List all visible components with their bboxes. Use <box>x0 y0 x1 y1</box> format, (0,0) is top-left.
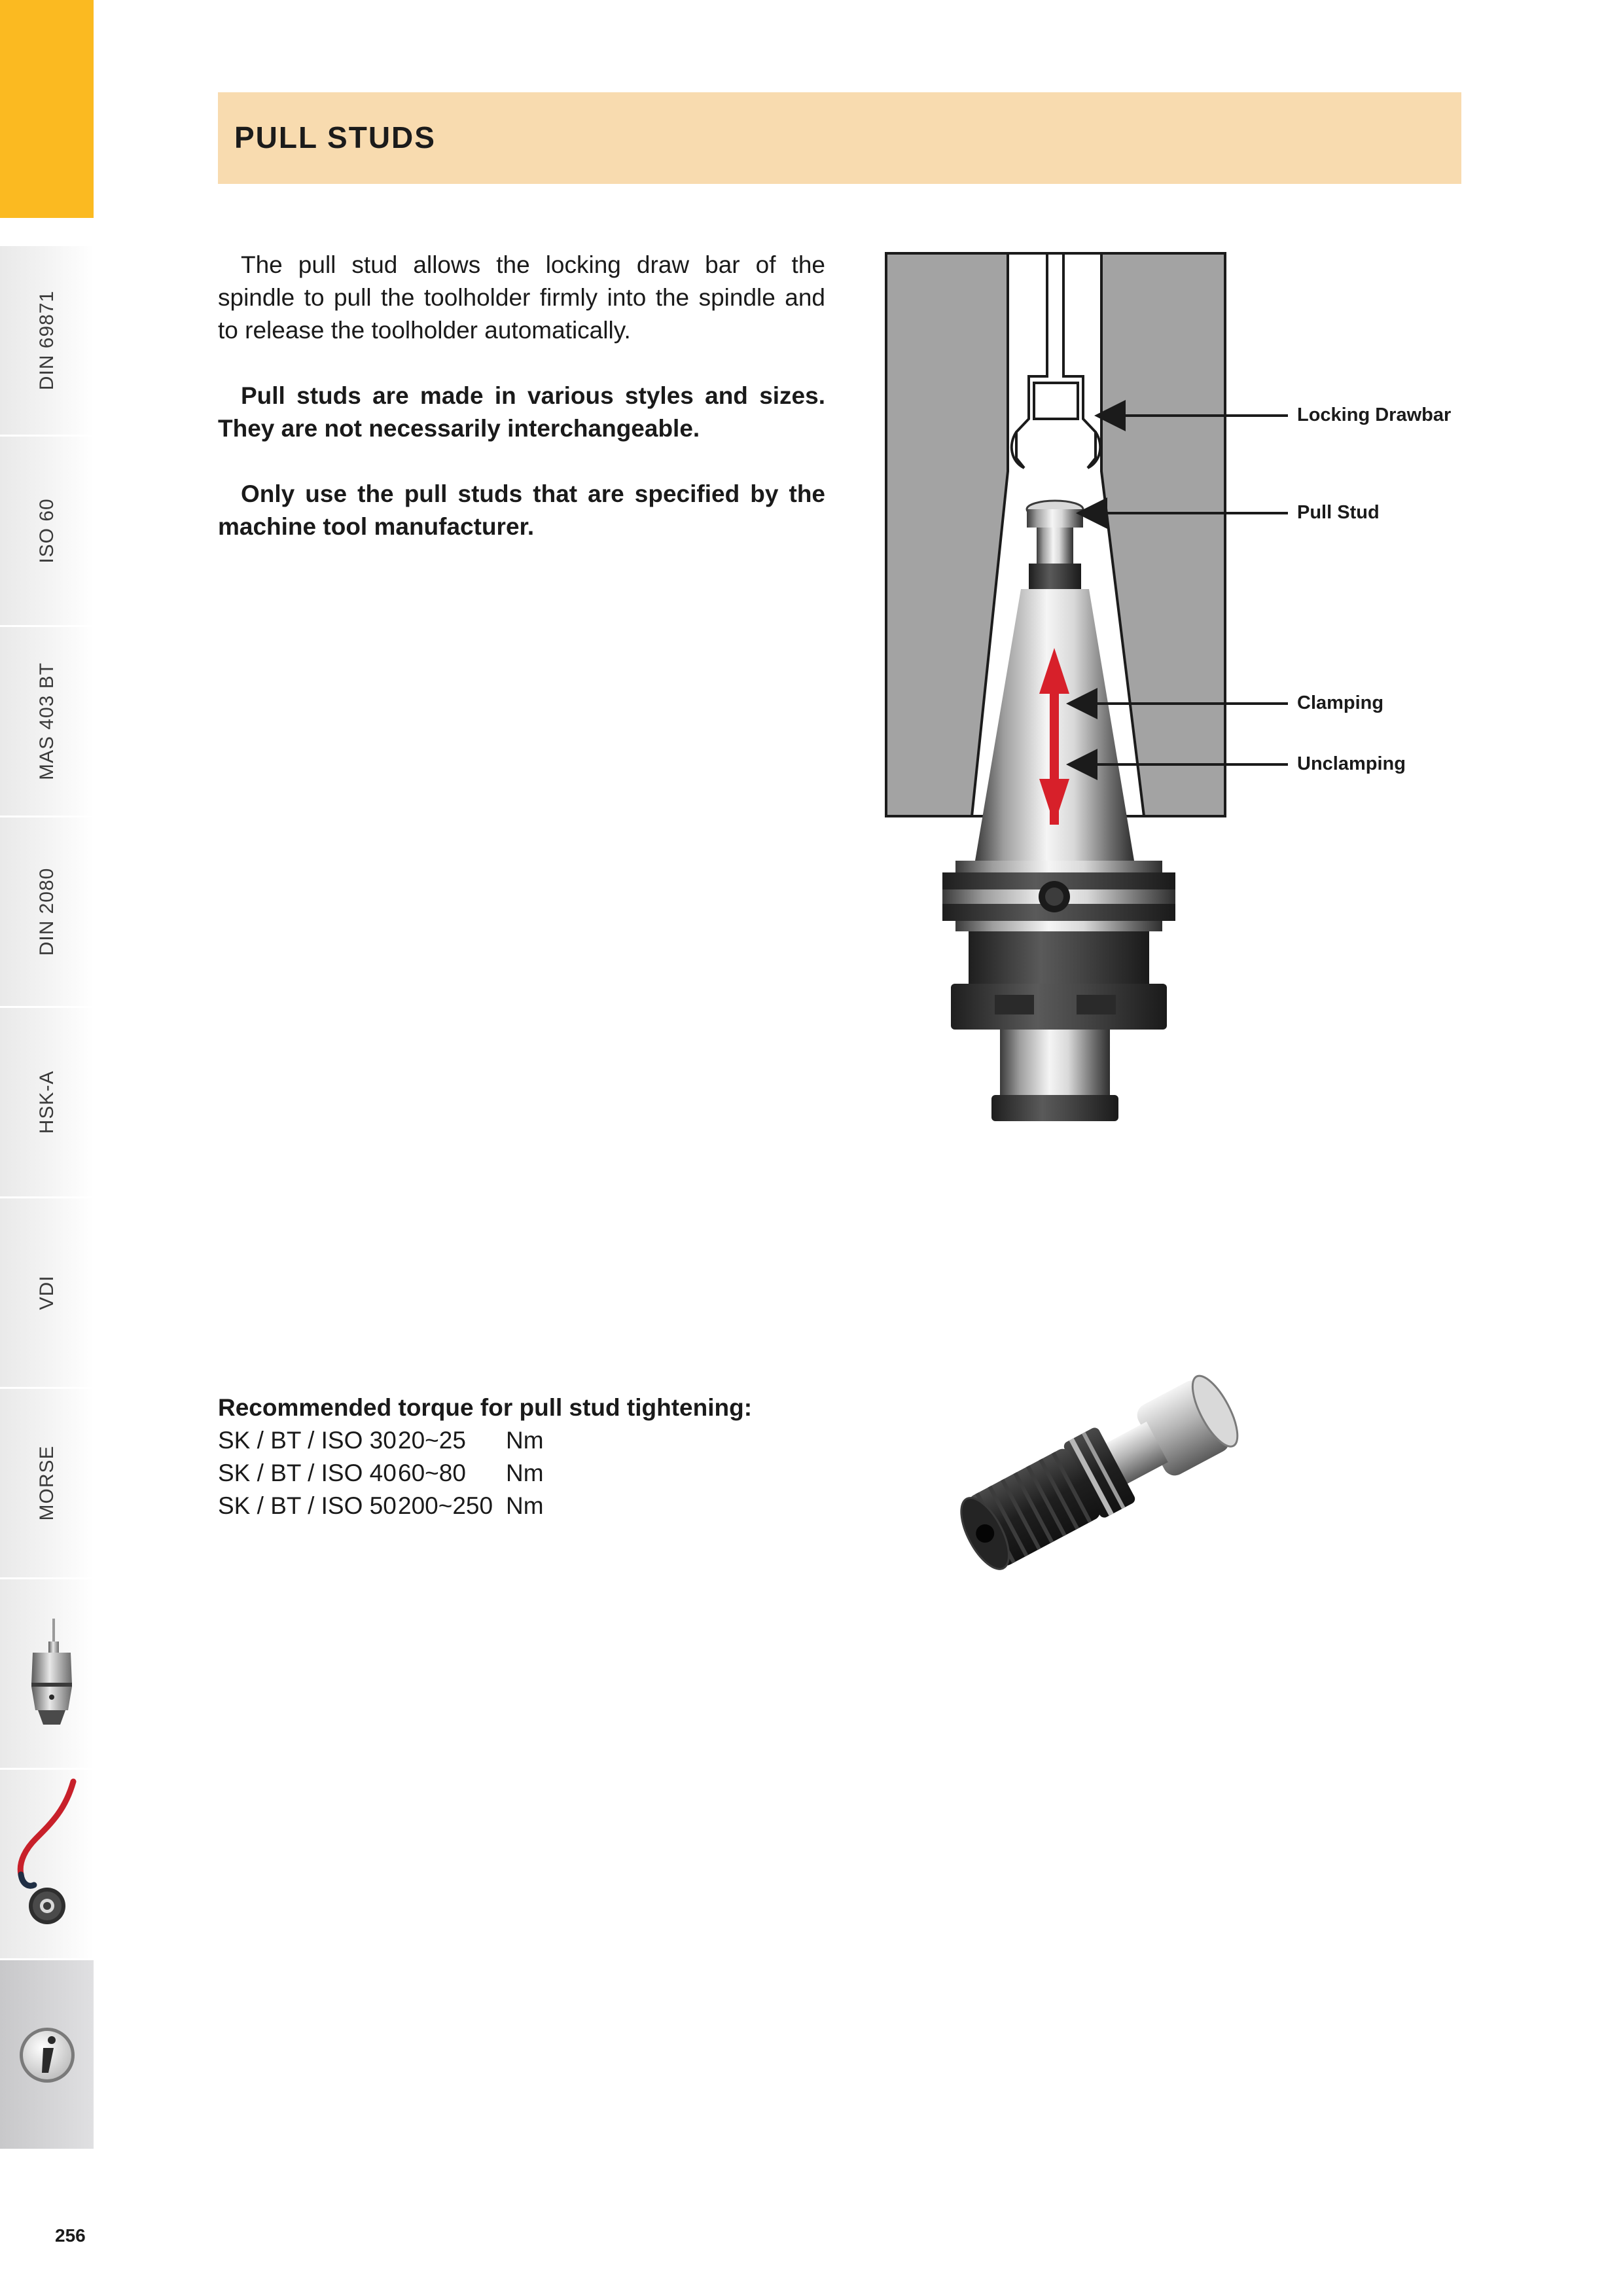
torque-row <box>218 1457 807 1490</box>
torque-row <box>218 1424 807 1457</box>
side-tab-label: MAS 403 BT <box>35 662 58 781</box>
torque-range: 200~250 <box>398 1492 493 1519</box>
torque-row <box>218 1490 807 1522</box>
torque-range: 60~80 <box>398 1460 466 1486</box>
intro-paragraph: Pull studs are made in various styles and sizes. They are not necessarily interchangeable. <box>218 382 825 442</box>
torque-type: SK / BT / ISO 30 <box>218 1427 397 1454</box>
label-pull-stud: Pull Stud <box>1297 502 1380 523</box>
torque-unit: Nm <box>506 1492 544 1519</box>
label-unclamping: Unclamping <box>1297 753 1406 774</box>
side-tab-label: DIN 69871 <box>35 290 58 391</box>
torque-unit: Nm <box>506 1460 544 1486</box>
intro-paragraph: Only use the pull studs that are specified by the machine tool manufacturer. <box>218 480 825 540</box>
label-locking-drawbar: Locking Drawbar <box>1297 404 1452 425</box>
label-clamping: Clamping <box>1297 692 1384 713</box>
page-number: 256 <box>55 2225 86 2246</box>
intro-paragraph: The pull stud allows the locking draw bar of the spindle to pull the toolholder firmly into the spindle and to release the toolholder automatically. <box>218 251 825 344</box>
torque-heading: Recommended torque for pull stud tightening: <box>218 1394 753 1421</box>
torque-unit: Nm <box>506 1427 544 1454</box>
side-tab-label: HSK-A <box>35 1070 58 1134</box>
side-tab-label: VDI <box>35 1275 58 1310</box>
side-tab-label: DIN 2080 <box>35 867 58 956</box>
torque-type: SK / BT / ISO 40 <box>218 1460 397 1486</box>
toolholder-shank <box>991 1030 1118 1121</box>
side-tab-label: MORSE <box>35 1445 58 1521</box>
torque-range: 20~25 <box>398 1427 466 1454</box>
side-tab-label: ISO 60 <box>35 498 58 564</box>
torque-recommendations <box>218 1391 807 1522</box>
page-title: PULL STUDS <box>234 120 436 154</box>
toolholder-flange <box>942 861 1175 1030</box>
torque-type: SK / BT / ISO 50 <box>218 1492 397 1519</box>
pull-stud-photo <box>916 1342 1283 1604</box>
